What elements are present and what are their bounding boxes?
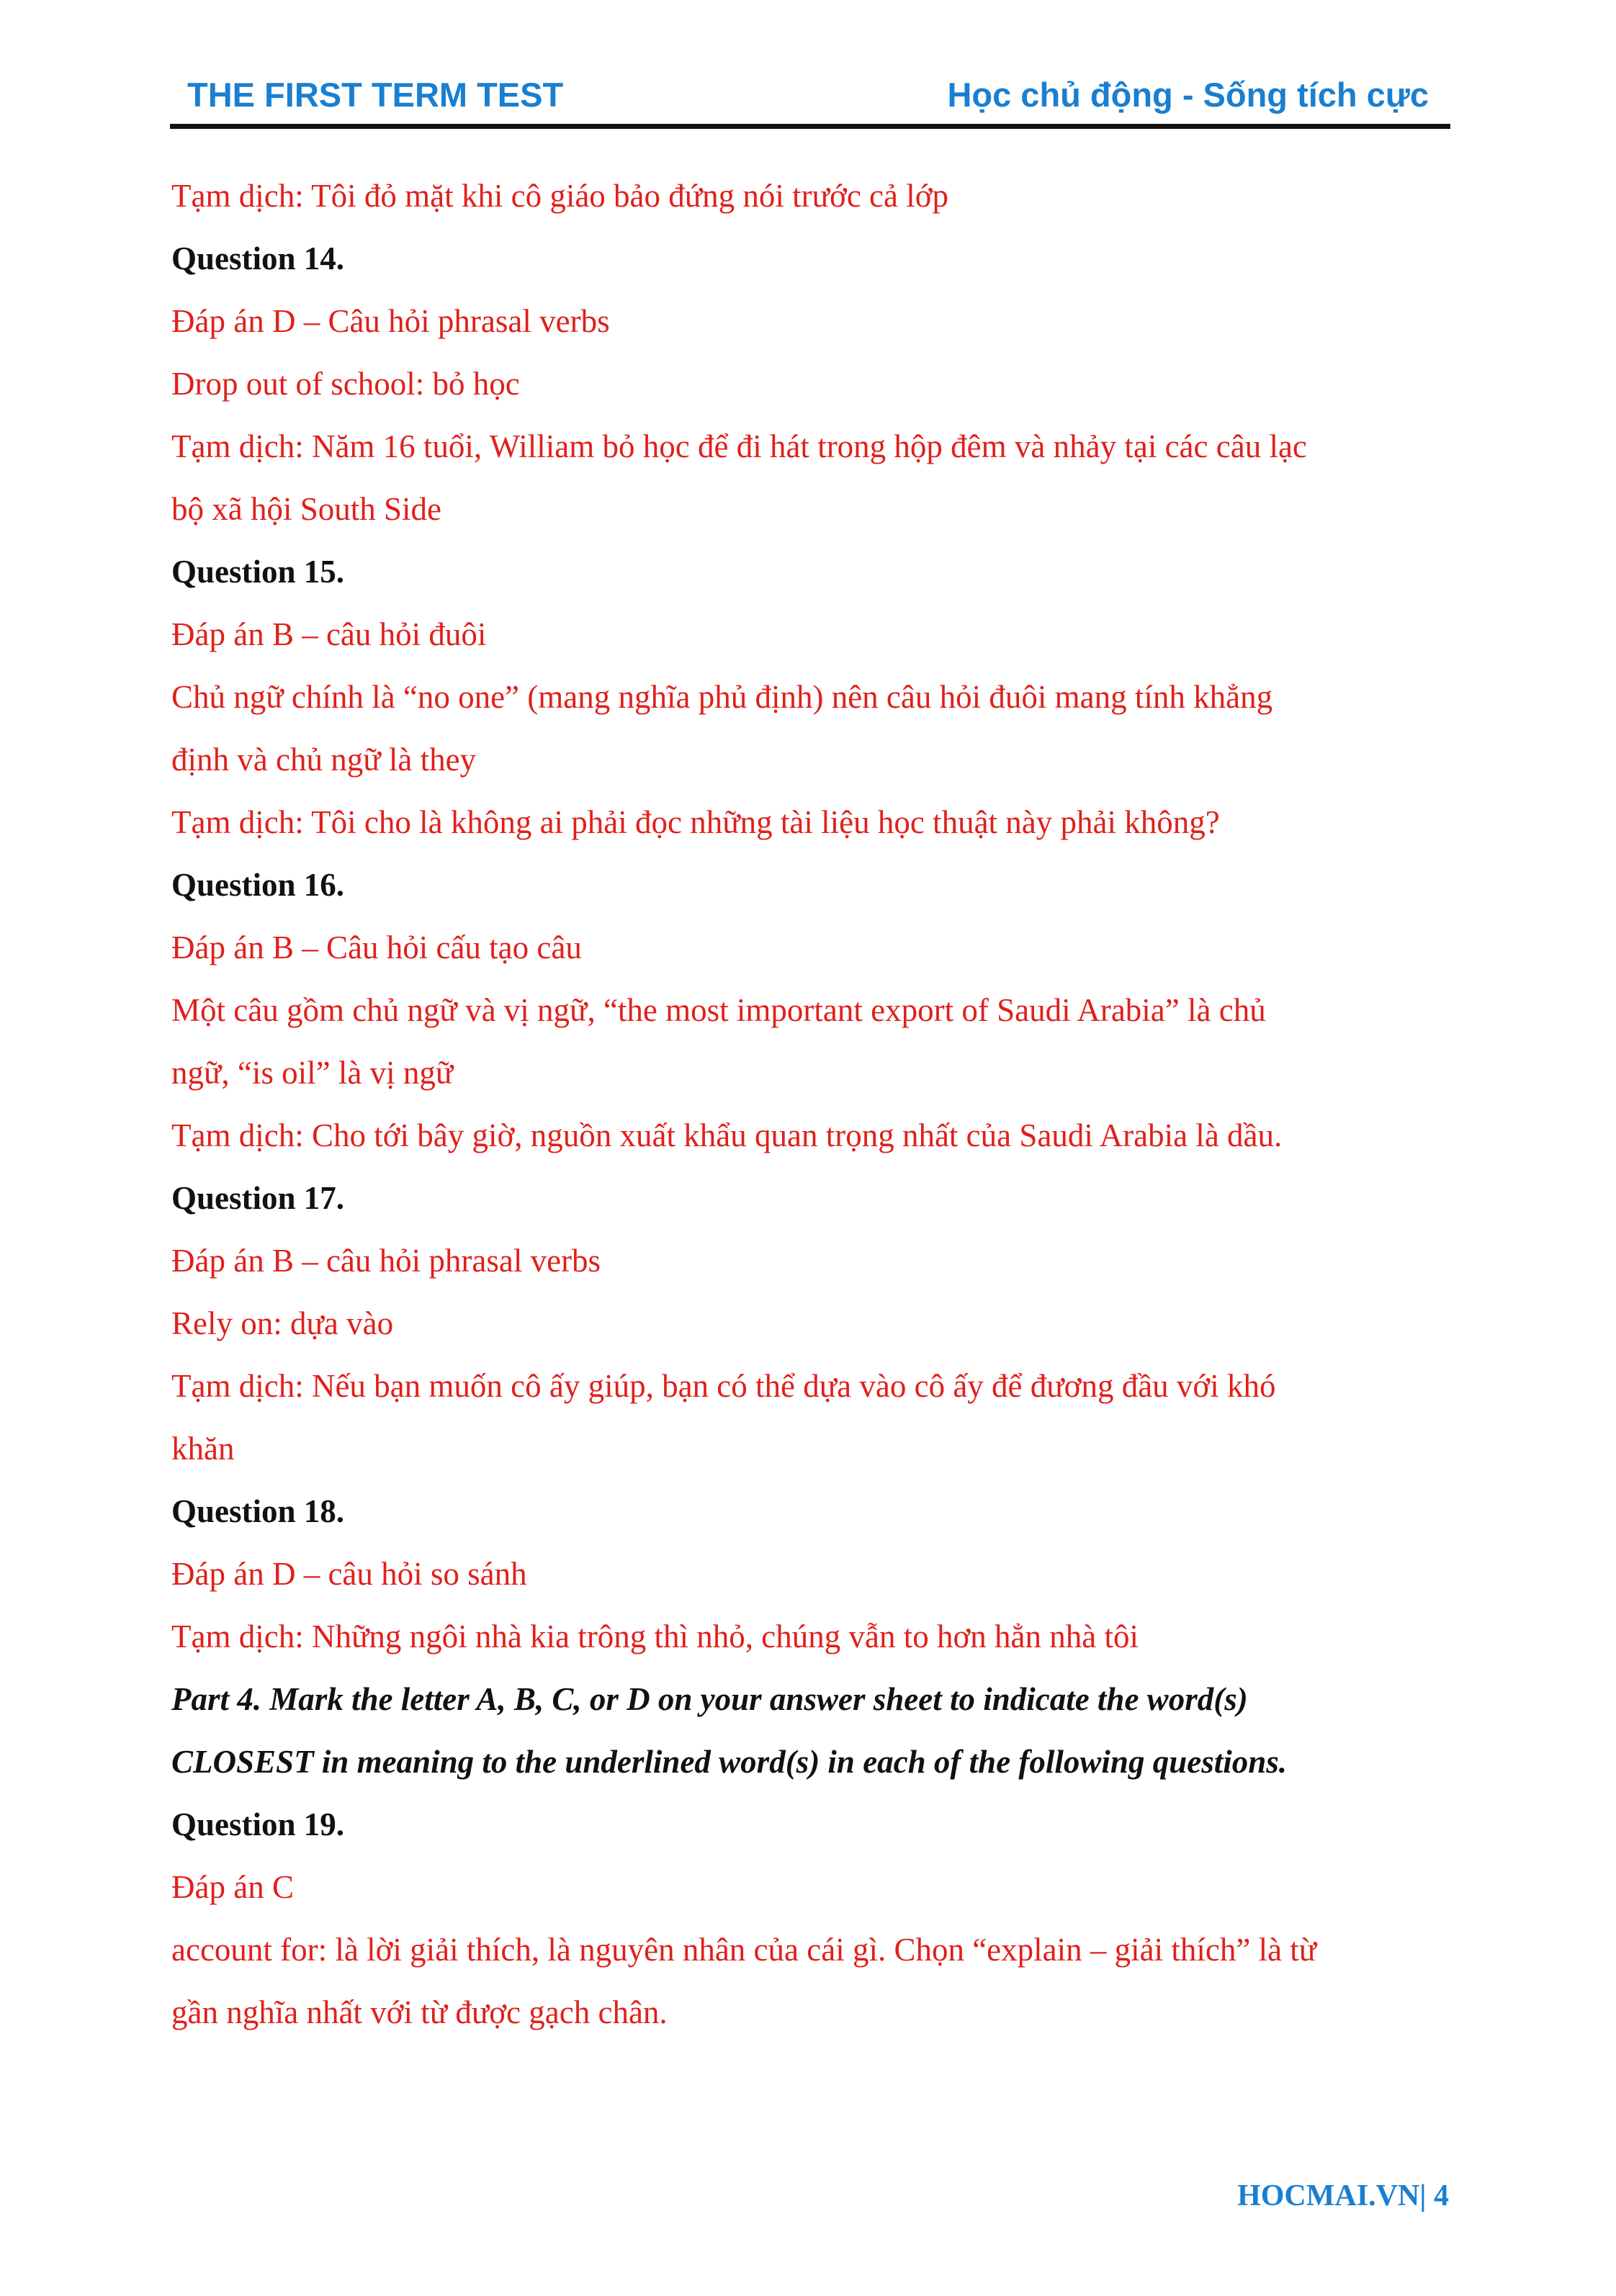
text-line: Đáp án C — [171, 1869, 294, 1905]
text-line: Tạm dịch: Những ngôi nhà kia trông thì nhỏ, chúng vẫn to hơn hẳn nhà tôi — [171, 1619, 1139, 1655]
question-heading: Question 16. — [171, 867, 345, 903]
question-heading: Question 15. — [171, 554, 345, 590]
text-line: Tạm dịch: Tôi cho là không ai phải đọc những tài liệu học thuật này phải không? — [171, 804, 1220, 840]
header-title-left: THE FIRST TERM TEST — [187, 76, 564, 114]
text-line: Đáp án B – câu hỏi phrasal verbs — [171, 1243, 601, 1279]
text-line: Tạm dịch: Cho tới bây giờ, nguồn xuất khẩu quan trọng nhất của Saudi Arabia là dầu. — [171, 1117, 1283, 1153]
text-line: Tạm dịch: Tôi đỏ mặt khi cô giáo bảo đứng nói trước cả lớp — [171, 178, 949, 214]
text-line: Đáp án D – Câu hỏi phrasal verbs — [171, 303, 610, 339]
part-instruction: Part 4. Mark the letter A, B, C, or D on your answer sheet to indicate the word(s) — [171, 1681, 1248, 1717]
page-header — [170, 72, 1450, 129]
text-line: bộ xã hội South Side — [171, 491, 442, 527]
text-line: định và chủ ngữ là they — [171, 742, 477, 778]
text-line: Tạm dịch: Năm 16 tuổi, William bỏ học để đi hát trong hộp đêm và nhảy tại các câu lạc — [171, 428, 1307, 464]
text-line: Đáp án B – câu hỏi đuôi — [171, 616, 487, 652]
text-line: Chủ ngữ chính là “no one” (mang nghĩa phủ định) nên câu hỏi đuôi mang tính khẳng — [171, 679, 1273, 715]
text-line: Đáp án D – câu hỏi so sánh — [171, 1556, 527, 1592]
question-heading: Question 17. — [171, 1180, 345, 1216]
text-line: gần nghĩa nhất với từ được gạch chân. — [171, 1994, 668, 2030]
question-heading: Question 14. — [171, 240, 345, 276]
text-line: account for: là lời giải thích, là nguyên nhân của cái gì. Chọn “explain – giải thích” là từ — [171, 1932, 1317, 1968]
header-slogan: Học chủ động - Sống tích cực — [947, 76, 1429, 114]
text-line: khăn — [171, 1431, 235, 1467]
question-heading: Question 18. — [171, 1493, 345, 1529]
text-line: ngữ, “is oil” là vị ngữ — [171, 1055, 454, 1091]
page-footer: HOCMAI.VN| 4 — [1237, 2179, 1449, 2212]
question-heading: Question 19. — [171, 1806, 345, 1842]
text-line: Tạm dịch: Nếu bạn muốn cô ấy giúp, bạn có thể dựa vào cô ấy để đương đầu với khó — [171, 1368, 1276, 1404]
document-body — [171, 165, 1468, 2044]
text-line: Một câu gồm chủ ngữ và vị ngữ, “the most important export of Saudi Arabia” là chủ — [171, 992, 1266, 1028]
text-line: Drop out of school: bỏ học — [171, 366, 520, 402]
text-line: Rely on: dựa vào — [171, 1305, 394, 1341]
part-instruction: CLOSEST in meaning to the underlined word(s) in each of the following questions. — [171, 1744, 1288, 1780]
text-line: Đáp án B – Câu hỏi cấu tạo câu — [171, 929, 582, 965]
